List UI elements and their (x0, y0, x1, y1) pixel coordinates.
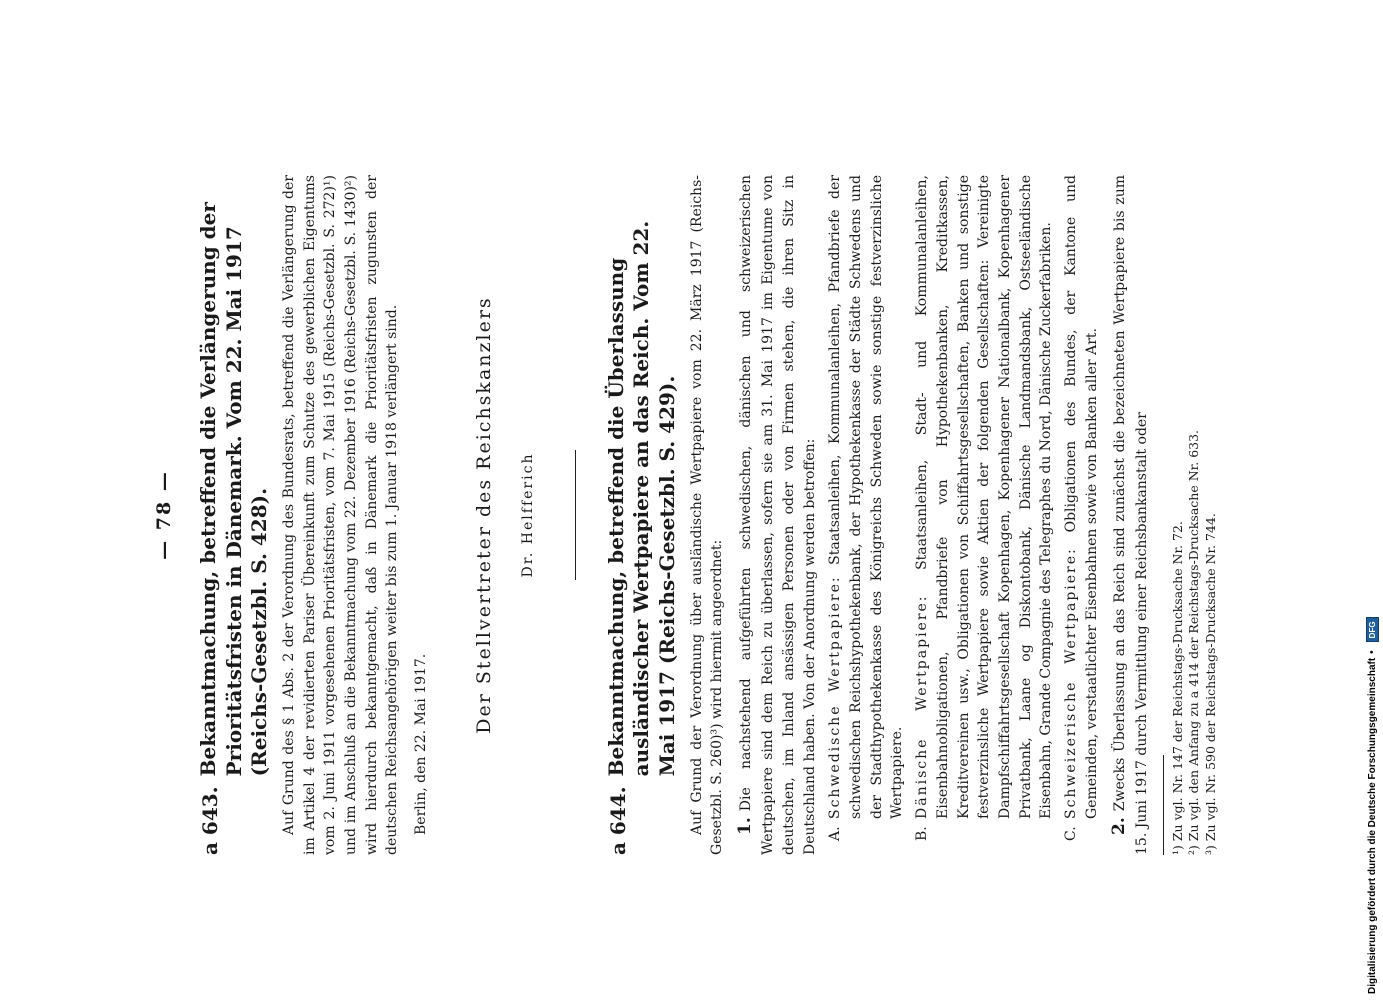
list-text (825, 175, 908, 819)
signature-block (470, 175, 539, 855)
footnote (1186, 175, 1202, 855)
footnote-rule (1163, 755, 1164, 855)
list-text (1061, 175, 1102, 819)
section-1-text: Die nachstehend aufgeführten schwedischen, dänischen und schweizerischen Wertpapiere sind dem Reich zu überlassen, sofern sie am 31. Mai 1917 im Eigentume von deutschen, im Inland ansässigen Personen oder von Firmen stehen, die ihren Sitz in Deutschland haben. Von der Anordnung werden betroffen: (737, 175, 818, 855)
entry-644-section-2 (1107, 175, 1153, 855)
list-item (912, 175, 1057, 841)
entry-643-title: Bekanntmachung, betreffend die Verlängerung der Prioritätsfristen in Dänemark. Vom 22. Mai 1917 (Reichs-Gesetzbl. S. 428). (196, 202, 272, 777)
footnote-mark: ³) (1202, 845, 1218, 855)
footnote-mark: ²) (1186, 845, 1202, 855)
list-item (1061, 175, 1102, 841)
entry-643-body: Auf Grund des § 1 Abs. 2 der Verordnung des Bundesrats, betreffend die Verlängerung der im Artikel 4 der revidierten Pariser Übereinkunft zum Schutze des gewerblichen Eigentums vom 2. Juni 1911 vorgesehenen Prioritätsfristen, vom 7. Mai 1915 (Reichs-Gesetzbl. S. 272)¹) und im Anschluß an die Bekanntmachung vom 22. Dezember 1916 (Reichs-Gesetzbl. S. 1430)²) wird hierdurch bekanntgemacht, daß in Dänemark die Prioritätsfristen zugunsten der deutschen Reichsangehörigen weiter bis zum 1. Januar 1918 verlängert sind. (280, 175, 401, 855)
list-letter: B. (914, 826, 931, 841)
list-body: Obligationen des Bundes, der Kantone und Gemeinden, verstaatlichter Eisenbahnen sowie von Banken aller Art. (1063, 175, 1100, 819)
footnote (1203, 175, 1219, 855)
section-divider (575, 450, 576, 580)
entry-644-intro: Auf Grund der Verordnung über ausländische Wertpapiere vom 22. März 1917 (Reichs-Gesetzbl. S. 260)³) wird hiermit angeordnet: (688, 175, 726, 855)
signature-role: Der Stellvertreter des Reichskanzlers (472, 296, 495, 734)
list-letter: A. (827, 826, 844, 841)
list-label: Schweizerische Wertpapiere: (1063, 547, 1080, 819)
page-number: — 78 — (153, 470, 175, 560)
digitization-note-text: Digitalisierung gefördert durch die Deutsche Forschungsgemeinschaft (1367, 657, 1378, 994)
entry-644-title: Bekanntmachung, betreffend die Überlassung ausländischer Wertpapiere an das Reich. Vom 22. Mai 1917 (Reichs-Gesetzbl. S. 429). (603, 220, 679, 777)
footnote-text: Zu vgl. Nr. 147 der Reichstags-Drucksache Nr. 72. (1169, 521, 1185, 842)
footnote-text: Zu vgl. den Anfang zu a 414 der Reichstags-Drucksache Nr. 633. (1186, 429, 1202, 842)
section-2-number: 2. (1108, 817, 1129, 835)
entry-644-number: a 644. (605, 786, 630, 855)
list-item (825, 175, 908, 841)
list-body: Staatsanleihen, Kommunalanleihen, Pfandbriefe der schwedischen Reichshypothekenbank, der Hypothekenkasse der Städte Schwedens und der Stadthypothekenkasse des Königreichs Schweden sowie sonstige festverzinsliche Wertpapiere. (827, 175, 906, 819)
list-label: Schwedische Wertpapiere: (827, 575, 844, 819)
signature-name: Dr. Helfferich (520, 452, 537, 578)
footnote-mark: ¹) (1169, 845, 1185, 855)
dfg-logo: DFG (1366, 617, 1379, 642)
rotated-page-content (150, 175, 1219, 855)
entry-643-number: a 643. (198, 786, 223, 855)
digitization-note: Digitalisierung gefördert durch die Deutsche Forschungsgemeinschaft • DFG (1366, 6, 1379, 994)
section-2-text: Zwecks Überlassung an das Reich sind zunächst die bezeichneten Wertpapiere bis zum 15. Juni 1917 durch Vermittlung einer Reichsbankanstalt oder (1111, 175, 1150, 855)
footnote (1170, 175, 1186, 855)
list-label: Dänische Wertpapiere: (914, 594, 931, 819)
entry-643-date: Berlin, den 22. Mai 1917. (413, 653, 430, 835)
section-1-number: 1. (734, 817, 755, 835)
list-text (912, 175, 1057, 819)
list-letter: C. (1063, 826, 1080, 841)
footnote-text: Zu vgl. Nr. 590 der Reichstags-Drucksache Nr. 744. (1202, 513, 1218, 842)
entry-644-heading (604, 175, 681, 855)
list-body: Staatsanleihen, Stadt- und Kommunalanleihen, Eisenbahnobligationen, Pfandbriefe von Hypothekenbanken, Kreditkassen, Kreditvereinen usw., Obligationen von Schiffahrtsgesellschaften, Banken und sonstige festverzinsliche Wertpapiere sowie Aktien der folgenden Gesellschaften: Vereinigte Dampfschiffahrtsgesellschaft Kopenhagen, Kopenhagener Nationalbank, Kopenhagener Privatbank, Laane og Diskontobank, Dänische Landmandsbank, Ostseeländische Eisenbahn, Grande Compagnie des Telegraphes du Nord, Dänische Zuckerfabriken. (914, 174, 1055, 819)
entry-643-heading (196, 175, 273, 855)
entry-644-section-1 (733, 175, 820, 855)
